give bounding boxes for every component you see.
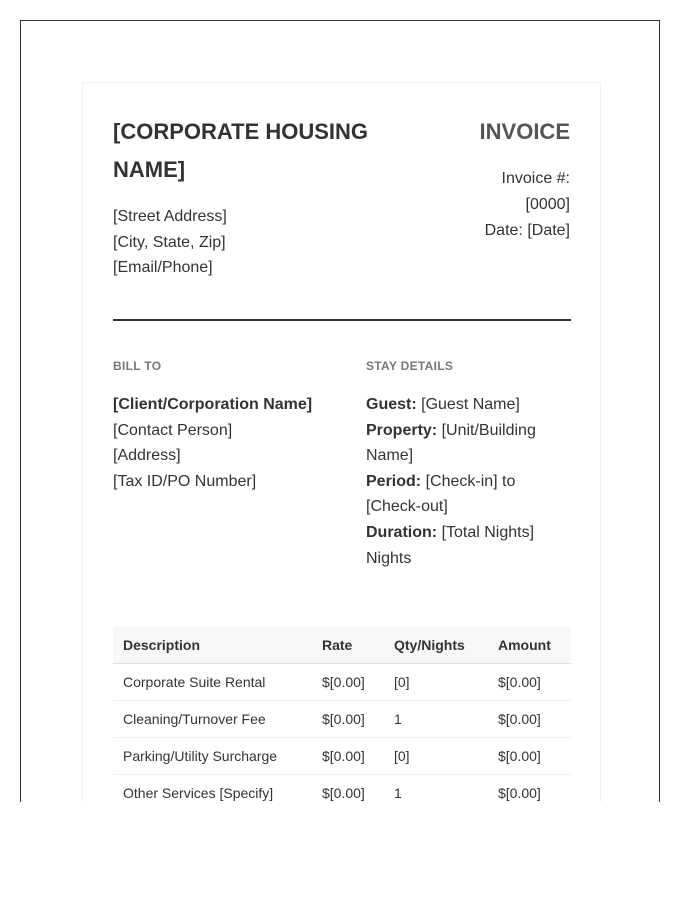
item-amount: $[0.00] — [488, 701, 571, 738]
item-qty: [0] — [384, 664, 488, 701]
table-row — [113, 775, 571, 803]
property-label: Property: — [366, 421, 438, 439]
duration-value: [Total Nights] Nights — [366, 523, 535, 567]
guest-label: Guest: — [366, 396, 417, 413]
bill-to-label: BILL TO — [113, 359, 162, 373]
stay-details-label: STAY DETAILS — [366, 359, 454, 373]
duration-row — [366, 520, 571, 571]
company-city-state-zip: [City, State, Zip] — [113, 233, 226, 251]
contact-person: [Contact Person] — [113, 421, 233, 439]
item-amount: $[0.00] — [488, 664, 571, 701]
property-value: [Unit/Building Name] — [366, 421, 536, 465]
item-description: Other Services [Specify] — [113, 775, 312, 803]
stay-details-block — [366, 392, 571, 571]
table-row — [113, 701, 571, 738]
invoice-meta — [460, 166, 570, 244]
item-qty: 1 — [384, 775, 488, 803]
invoice-date-value: [Date] — [527, 222, 570, 239]
invoice-date — [460, 218, 570, 244]
line-items-table — [113, 627, 571, 802]
item-description: Corporate Suite Rental — [113, 664, 312, 701]
period-label: Period: — [366, 472, 422, 490]
invoice-number-value: [0000] — [525, 196, 570, 213]
company-contact: [Email/Phone] — [113, 259, 213, 277]
header-qty-nights: Qty/Nights — [384, 627, 488, 664]
table-row — [113, 738, 571, 775]
table-row — [113, 664, 571, 701]
company-name: [CORPORATE HOUSING NAME] — [113, 119, 369, 182]
guest-value: [Guest Name] — [421, 396, 520, 413]
client-name: [Client/Corporation Name] — [113, 396, 313, 413]
property-row — [366, 418, 571, 469]
tax-po-number: [Tax ID/PO Number] — [113, 472, 257, 490]
item-rate: $[0.00] — [312, 701, 384, 738]
bill-to-block — [113, 392, 353, 494]
company-address — [113, 204, 363, 281]
item-rate: $[0.00] — [312, 775, 384, 803]
item-rate: $[0.00] — [312, 738, 384, 775]
item-qty: 1 — [384, 701, 488, 738]
item-amount: $[0.00] — [488, 738, 571, 775]
table-header-row — [113, 627, 571, 664]
guest-row — [366, 392, 571, 418]
invoice-title: INVOICE — [479, 119, 570, 144]
item-qty: [0] — [384, 738, 488, 775]
invoice-sheet — [82, 82, 601, 802]
item-description: Cleaning/Turnover Fee — [113, 701, 312, 738]
period-row — [366, 469, 571, 520]
duration-label: Duration: — [366, 523, 438, 541]
item-rate: $[0.00] — [312, 664, 384, 701]
invoice-number-label: Invoice #: — [501, 170, 570, 187]
company-street: [Street Address] — [113, 208, 227, 225]
header-divider — [113, 319, 571, 321]
period-value: [Check-in] to [Check-out] — [366, 472, 516, 516]
header-rate: Rate — [312, 627, 384, 664]
item-amount: $[0.00] — [488, 775, 571, 803]
client-address: [Address] — [113, 447, 181, 465]
header-amount: Amount — [488, 627, 571, 664]
page-frame — [20, 20, 660, 802]
item-description: Parking/Utility Surcharge — [113, 738, 312, 775]
invoice-date-label: Date: — [484, 222, 523, 239]
header-description: Description — [113, 627, 312, 664]
